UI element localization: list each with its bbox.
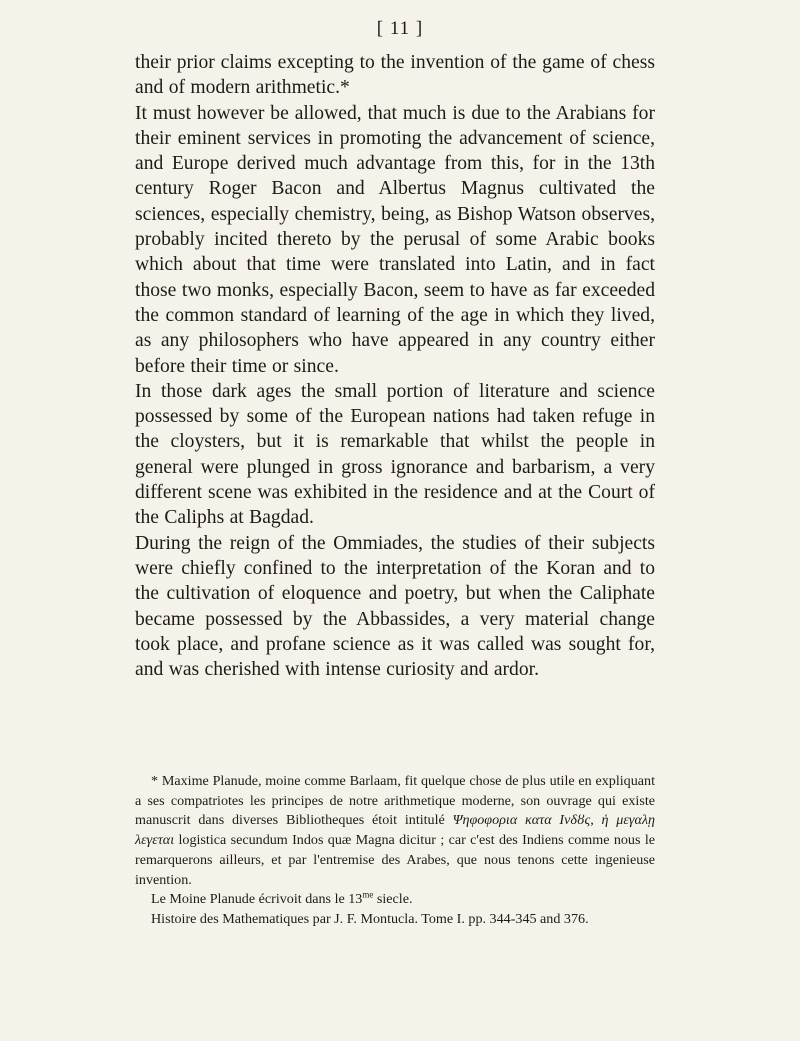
footnote-text: logistica secundum Indos quæ Magna dicitur ; car c'est des Indiens comme nous le remarquerons ailleurs, et par l'entremise des Arabes, que nous tenons cette ingenieuse invention. <box>135 832 655 888</box>
footnote-greek: Ψηφοφορια κατα Ινδȣς, ἡ μεγαλῃ λεγεται <box>135 812 655 849</box>
footnote <box>135 772 655 890</box>
main-text <box>135 50 655 682</box>
footnote-line <box>135 890 655 910</box>
paragraph: During the reign of the Ommiades, the studies of their subjects were chiefly confined to the interpretation of the Koran and to the cultivation of eloquence and poetry, but when the Caliphate became possessed by the Abbassides, a very material change took place, and profane science as it was called was sought for, and was cherished with intense curiosity and ardor. <box>135 532 655 681</box>
paragraph: their prior claims excepting to the invention of the game of chess and of modern arithmetic.* <box>135 52 655 99</box>
footnote-citation: Histoire des Mathematiques par J. F. Montucla. Tome I. pp. 344-345 and 376. <box>151 910 589 927</box>
footnote-line-text: siecle. <box>373 891 413 908</box>
footnote-superscript: me <box>362 889 374 900</box>
paragraph: It must however be allowed, that much is due to the Arabians for their eminent services in promoting the advancement of science, and Europe derived much advantage from this, for in the 13th century Roger Bacon and Albertus Magnus cultivated the sciences, especially chemistry, being, as Bishop Watson observes, probably incited thereto by the perusal of some Arabic books which about that time were translated into Latin, and in fact those two monks, especially Bacon, seem to have as far exceeded the common standard of learning of the age in which they lived, as any philosophers who have appeared in any country either before their time or since. <box>135 102 655 377</box>
footnote-text: * Maxime Planude, moine comme Barlaam, fit quelque chose de plus utile en expliquant a ses compatriotes les principes de notre arithmetique moderne, son ouvrage qui existe manuscrit dans diverses Bibliotheques étoit intitulé <box>135 773 655 829</box>
page-number: [ 11 ] <box>376 18 424 39</box>
paragraph: In those dark ages the small portion of literature and science possessed by some of the European nations had taken refuge in the cloysters, but it is remarkable that whilst the people in general were plunged in gross ignorance and barbarism, a very different scene was exhibited in the residence and at the Court of the Caliphs at Bagdad. <box>135 380 655 529</box>
footnotes <box>135 772 655 930</box>
footnote-line-text: Le Moine Planude écrivoit dans le 13 <box>151 891 363 908</box>
